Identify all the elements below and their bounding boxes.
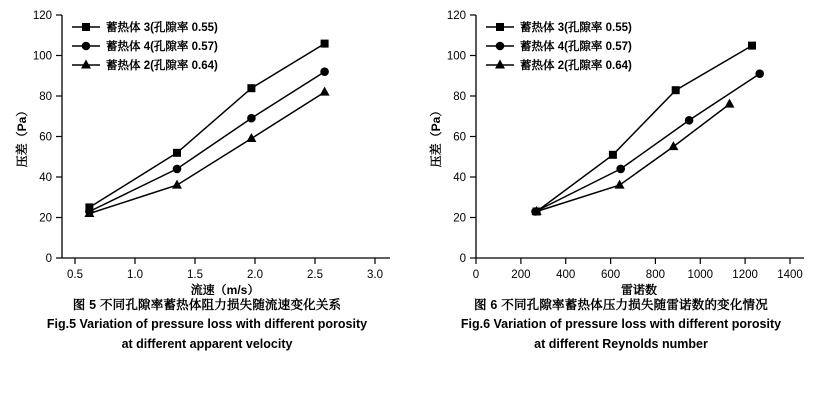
x-axis-title: 雷诺数 (620, 283, 658, 295)
legend-label-3: 蓄热体 2(孔隙率 0.64) (520, 60, 632, 72)
figure-6-plot (414, 0, 828, 295)
y-tick-label: 20 (39, 212, 52, 225)
y-tick-label: 80 (453, 91, 466, 103)
y-tick-label: 20 (453, 212, 466, 225)
series-circle-line (531, 69, 764, 215)
series-triangle-line (84, 87, 329, 217)
figure-5-svg (0, 0, 414, 295)
caption-chinese: 图 6 不同孔隙率蓄热体压力损失随雷诺数的变化情况 (474, 298, 768, 312)
legend-label-1: 蓄热体 3(孔隙率 0.55) (106, 22, 218, 34)
legend (72, 20, 218, 72)
y-tick-label: 80 (39, 91, 52, 103)
x-tick-label: 400 (556, 269, 576, 281)
legend-label-2: 蓄热体 4(孔隙率 0.57) (106, 41, 218, 53)
y-tick-label: 60 (453, 131, 466, 144)
caption-english-line-1: Fig.5 Variation of pressure loss with different porosity (46, 317, 368, 332)
x-tick-label: 2.0 (247, 269, 263, 281)
figure-6-caption (414, 296, 828, 354)
x-axis-title: 流速（m/s） (190, 283, 260, 295)
y-axis-title: 压差（Pa） (429, 104, 443, 168)
x-tick-label: 3.0 (367, 269, 383, 281)
figure-6-svg (414, 0, 828, 295)
caption-english-line-1: Fig.6 Variation of pressure loss with different porosity (460, 317, 782, 332)
series-circle-line (85, 67, 329, 215)
x-tick-label: 1.0 (127, 269, 143, 281)
x-tick-label: 0 (472, 269, 480, 281)
caption-english-line-2: at different apparent velocity (121, 336, 293, 351)
legend (486, 20, 632, 72)
y-tick-label: 120 (32, 10, 52, 22)
figure-5-plot (0, 0, 414, 295)
x-tick-label: 0.5 (67, 269, 83, 281)
legend-label-2: 蓄热体 4(孔隙率 0.57) (520, 41, 632, 53)
y-tick-label: 100 (32, 50, 52, 63)
y-tick-label: 0 (45, 253, 52, 265)
y-tick-label: 40 (39, 172, 52, 184)
x-tick-label: 800 (645, 269, 665, 281)
y-tick-label: 120 (446, 10, 466, 22)
legend-label-3: 蓄热体 2(孔隙率 0.64) (106, 60, 218, 72)
y-tick-label: 100 (446, 50, 466, 63)
x-tick-label: 1000 (687, 269, 714, 281)
caption-chinese: 图 5 不同孔隙率蓄热体阻力损失随流速变化关系 (72, 298, 342, 312)
y-tick-label: 0 (459, 253, 466, 265)
figure-5-caption (0, 296, 414, 354)
x-tick-label: 2.5 (307, 269, 323, 281)
y-tick-label: 60 (39, 131, 52, 144)
caption-english-line-2: at different Reynolds number (534, 336, 708, 351)
x-tick-label: 1200 (732, 269, 758, 281)
y-tick-label: 40 (453, 172, 466, 184)
y-axis-title: 压差（Pa） (15, 104, 29, 168)
x-tick-label: 200 (511, 269, 531, 281)
x-tick-label: 1.5 (187, 269, 203, 281)
legend-label-1: 蓄热体 3(孔隙率 0.55) (520, 22, 632, 34)
figure-6 (414, 0, 828, 415)
x-tick-label: 1400 (777, 269, 803, 281)
x-tick-label: 600 (601, 269, 621, 281)
